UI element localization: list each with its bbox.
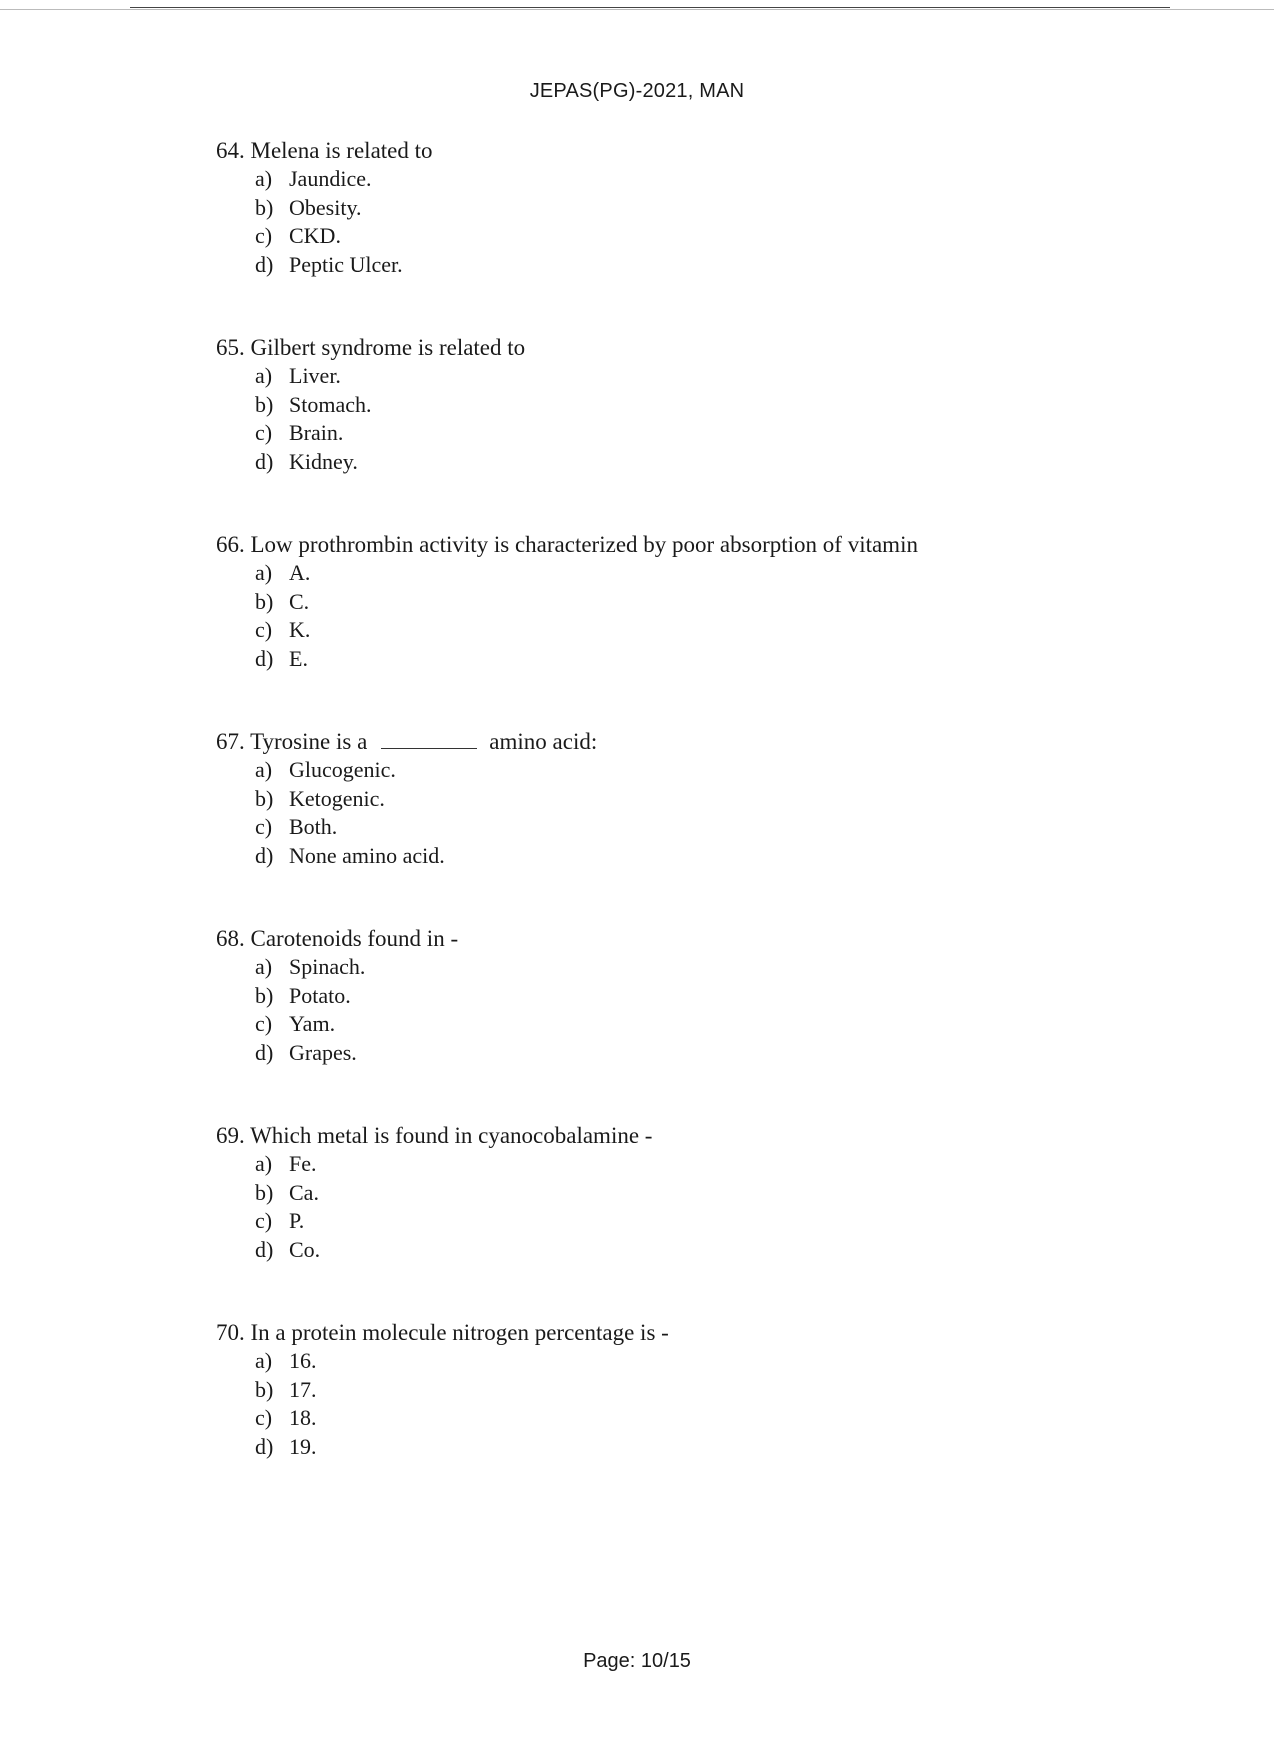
option-text: Brain. <box>289 420 344 445</box>
option-d <box>255 251 1036 280</box>
option-text: None amino acid. <box>289 842 445 868</box>
option-letter: d) <box>255 1236 274 1262</box>
option-text: Potato. <box>289 982 351 1008</box>
option-a <box>255 362 1036 391</box>
option-b <box>255 391 1036 420</box>
option-text: Grapes. <box>289 1039 357 1065</box>
option-letter: b) <box>255 785 274 811</box>
question-68 <box>216 925 1036 1067</box>
option-d <box>255 1039 1036 1068</box>
option-text: Jaundice. <box>289 166 372 191</box>
option-a <box>255 1347 1036 1376</box>
option-c <box>255 222 1036 251</box>
question-67 <box>216 728 1036 870</box>
option-text: Glucogenic. <box>289 757 396 782</box>
option-b <box>255 194 1036 223</box>
option-b <box>255 588 1036 617</box>
option-text: Fe. <box>289 1151 317 1176</box>
question-stem: 68. Carotenoids found in - <box>216 926 459 951</box>
option-c <box>255 813 1036 842</box>
option-text: Obesity. <box>289 194 362 220</box>
options-list <box>216 756 1036 870</box>
question-65 <box>216 334 1036 476</box>
option-letter: d) <box>255 1433 274 1459</box>
option-c <box>255 1010 1036 1039</box>
option-letter: c) <box>255 1405 273 1430</box>
scan-border-faint <box>0 9 1274 10</box>
option-text: C. <box>289 588 310 614</box>
option-c <box>255 419 1036 448</box>
option-b <box>255 1179 1036 1208</box>
question-stem: 64. Melena is related to <box>216 138 433 163</box>
option-c <box>255 616 1036 645</box>
option-a <box>255 756 1036 785</box>
option-letter: a) <box>255 560 273 585</box>
option-text: 16. <box>289 1348 317 1373</box>
option-letter: a) <box>255 166 273 191</box>
option-text: Spinach. <box>289 954 366 979</box>
option-b <box>255 982 1036 1011</box>
option-c <box>255 1207 1036 1236</box>
option-letter: b) <box>255 982 274 1008</box>
options-list <box>216 362 1036 476</box>
option-d <box>255 842 1036 871</box>
option-letter: c) <box>255 420 273 445</box>
option-a <box>255 165 1036 194</box>
option-letter: a) <box>255 1348 273 1373</box>
options-list <box>216 559 1036 673</box>
option-letter: c) <box>255 1011 273 1036</box>
question-stem <box>216 728 1036 756</box>
option-letter: d) <box>255 842 274 868</box>
option-c <box>255 1404 1036 1433</box>
option-text: 18. <box>289 1405 317 1430</box>
option-text: P. <box>289 1208 305 1233</box>
option-letter: b) <box>255 1376 274 1402</box>
option-text: A. <box>289 560 311 585</box>
fill-in-blank <box>381 748 477 749</box>
option-text: Peptic Ulcer. <box>289 251 403 277</box>
option-text: Kidney. <box>289 448 358 474</box>
question-stem: 65. Gilbert syndrome is related to <box>216 335 526 360</box>
page-header: JEPAS(PG)-2021, MAN <box>529 80 745 102</box>
option-letter: b) <box>255 588 274 614</box>
option-a <box>255 1150 1036 1179</box>
option-text: Stomach. <box>289 391 372 417</box>
option-text: Co. <box>289 1236 321 1262</box>
option-letter: a) <box>255 757 273 782</box>
option-letter: b) <box>255 194 274 220</box>
question-stem-before: 67. Tyrosine is a <box>216 729 368 754</box>
option-text: Both. <box>289 814 338 839</box>
option-text: Liver. <box>289 363 341 388</box>
option-a <box>255 953 1036 982</box>
scan-border-line <box>130 7 1170 8</box>
question-stem-after: amino acid: <box>489 729 598 754</box>
option-text: E. <box>289 645 308 671</box>
question-69 <box>216 1122 1036 1264</box>
option-a <box>255 559 1036 588</box>
option-letter: b) <box>255 1179 274 1205</box>
question-stem: 70. In a protein molecule nitrogen percentage is - <box>216 1320 669 1345</box>
option-text: Ketogenic. <box>289 785 385 811</box>
option-letter: d) <box>255 1039 274 1065</box>
options-list <box>216 165 1036 279</box>
option-letter: c) <box>255 223 273 248</box>
option-letter: a) <box>255 363 273 388</box>
option-letter: d) <box>255 448 274 474</box>
option-d <box>255 1236 1036 1265</box>
option-letter: c) <box>255 1208 273 1233</box>
option-letter: a) <box>255 954 273 979</box>
option-text: Yam. <box>289 1011 336 1036</box>
option-letter: d) <box>255 251 274 277</box>
question-64 <box>216 137 1036 279</box>
option-text: 19. <box>289 1433 317 1459</box>
option-d <box>255 448 1036 477</box>
question-70 <box>216 1319 1036 1461</box>
option-d <box>255 645 1036 674</box>
option-letter: c) <box>255 617 273 642</box>
option-text: 17. <box>289 1376 317 1402</box>
options-list <box>216 1150 1036 1264</box>
option-text: K. <box>289 617 311 642</box>
question-66 <box>216 531 1036 673</box>
question-stem: 66. Low prothrombin activity is characterized by poor absorption of vitamin <box>216 532 918 557</box>
option-letter: a) <box>255 1151 273 1176</box>
option-text: Ca. <box>289 1179 319 1205</box>
page-number: Page: 10/15 <box>583 1650 691 1672</box>
options-list <box>216 1347 1036 1461</box>
option-b <box>255 785 1036 814</box>
options-list <box>216 953 1036 1067</box>
option-b <box>255 1376 1036 1405</box>
option-d <box>255 1433 1036 1462</box>
option-letter: c) <box>255 814 273 839</box>
option-text: CKD. <box>289 223 341 248</box>
option-letter: d) <box>255 645 274 671</box>
question-stem: 69. Which metal is found in cyanocobalamine - <box>216 1123 653 1148</box>
option-letter: b) <box>255 391 274 417</box>
